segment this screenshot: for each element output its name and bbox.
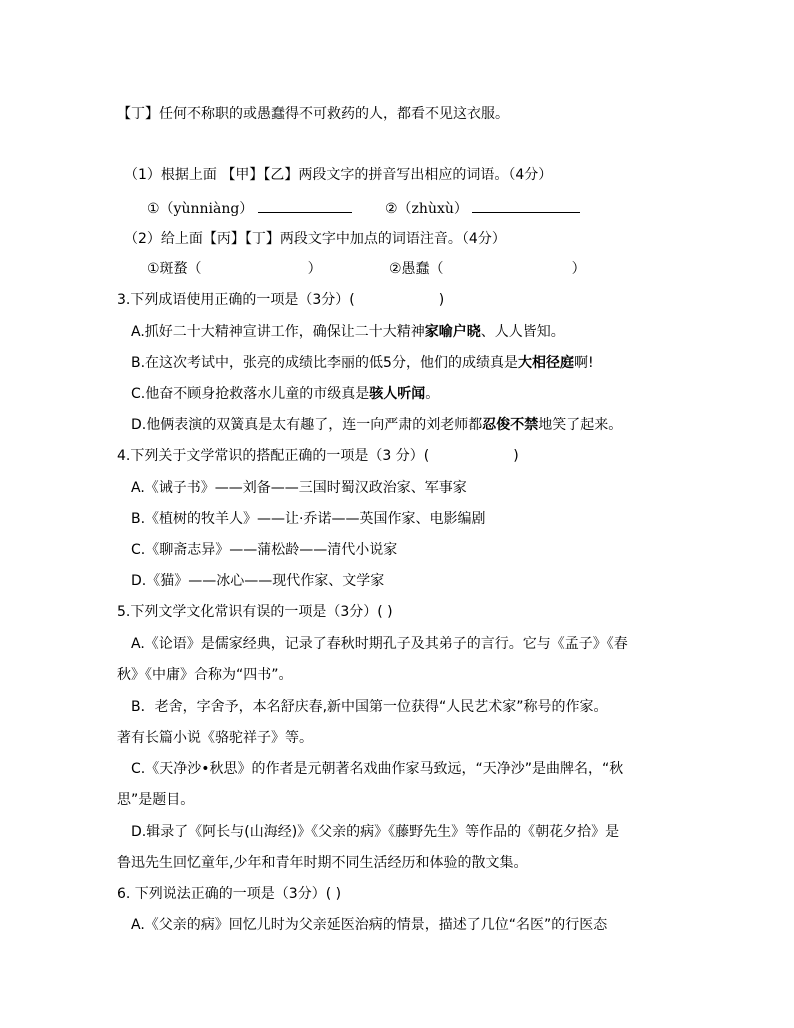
q2-item-b-label: ②愚蠢（ [389, 261, 444, 277]
q4-option-a: A.《诫子书》——刘备——三国时蜀汉政治家、军事家 [131, 480, 467, 496]
q5-option-a-line2: 秋》《中庸》合称为“四书”。 [117, 667, 293, 683]
q1-item-a [147, 198, 352, 219]
q3-c-idiom: 骇人听闻 [369, 386, 426, 402]
q3-option-a [131, 322, 565, 342]
q1-item-b-label: ②（zhùxù） [385, 201, 468, 217]
q5-option-c-line1: C.《天净沙•秋思》的作者是元朝著名戏曲作家马致远，“天净沙”是曲牌名，“秋 [131, 761, 624, 777]
q3-stem-text: 3.下列成语使用正确的一项是（3分）( [117, 292, 355, 308]
answer-blank [258, 198, 352, 213]
q3-b-post: 啊! [573, 355, 594, 371]
q3-a-idiom: 家喻户晓 [424, 324, 481, 340]
q2-item-a-label: ①斑蝥（ [147, 261, 202, 277]
q4-stem-text: 4.下列关于文学常识的搭配正确的一项是（3 分）( [117, 448, 430, 464]
q4-option-c: C.《聊斋志异》——蒲松龄——清代小说家 [131, 542, 398, 558]
q6-option-a-line1: A.《父亲的病》回忆儿时为父亲延医治病的情景，描述了几位“名医”的行医态 [131, 917, 608, 933]
q3-c-pre: C.他奋不顾身抢救落水儿童的市级真是 [131, 386, 370, 402]
q5-option-c-line2: 思”是题目。 [117, 792, 195, 808]
q4-stem-close: ) [513, 448, 519, 464]
q3-d-idiom: 忍俊不禁 [482, 417, 539, 433]
q2-stem: （2）给上面【丙】【丁】两段文字中加点的词语注音。（4分） [124, 231, 506, 247]
q2-item-b-close: ） [571, 261, 586, 277]
q3-option-d [131, 415, 622, 435]
q2-item-b [389, 259, 586, 279]
q4-option-d: D.《猫》——冰心——现代作家、文学家 [131, 573, 385, 589]
q3-c-post: 。 [425, 386, 440, 402]
q2-item-a [147, 259, 322, 279]
intro-ding: 【丁】任何不称职的或愚蠢得不可救药的人，都看不见这衣服。 [117, 106, 509, 122]
q4-option-b: B.《植树的牧羊人》——让·乔诺——英国作家、电影编剧 [131, 511, 486, 527]
q3-option-b [131, 353, 594, 373]
q3-stem [117, 290, 444, 310]
q5-option-b-line1: B．老舍，字舍予，本名舒庆春,新中国第一位获得“人民艺术家”称号的作家。 [131, 699, 608, 715]
q5-option-a-line1: A.《论语》是儒家经典，记录了春秋时期孔子及其弟子的言行。它与《孟子》《春 [131, 636, 628, 652]
q3-d-pre: D.他俩表演的双簧真是太有趣了，连一向严肃的刘老师都 [131, 417, 483, 433]
q5-option-d-line2: 鲁迅先生回忆童年,少年和青年时期不同生活经历和体验的散文集。 [117, 855, 528, 871]
q1-stem: （1）根据上面 【甲】【乙】两段文字的拼音写出相应的词语。（4分） [124, 167, 553, 183]
q3-b-pre: B.在这次考试中，张亮的成绩比李丽的低5分，他们的成绩真是 [131, 355, 518, 371]
q1-item-b [385, 198, 580, 219]
q1-item-a-label: ①（yùnniàng） [147, 201, 254, 217]
q3-a-post: 、人人皆知。 [480, 324, 565, 340]
q3-a-pre: A.抓好二十大精神宣讲工作，确保让二十大精神 [131, 324, 425, 340]
q5-option-b-line2: 著有长篇小说《骆驼祥子》等。 [117, 730, 313, 746]
q5-stem: 5.下列文学文化常识有误的一项是（3分）( ) [117, 604, 393, 620]
q2-item-a-close: ） [307, 261, 322, 277]
answer-blank [472, 198, 580, 213]
q4-stem [117, 446, 519, 466]
q3-b-idiom: 大相径庭 [517, 355, 574, 371]
q5-option-d-line1: D.辑录了《阿长与(山海经)》《父亲的病》《藤野先生》等作品的《朝花夕拾》是 [131, 824, 620, 840]
q3-d-post: 地笑了起来。 [538, 417, 623, 433]
q3-stem-close: ) [438, 292, 445, 308]
q3-option-c [131, 384, 439, 404]
q6-stem: 6. 下列说法正确的一项是（3分）( ) [117, 886, 342, 902]
